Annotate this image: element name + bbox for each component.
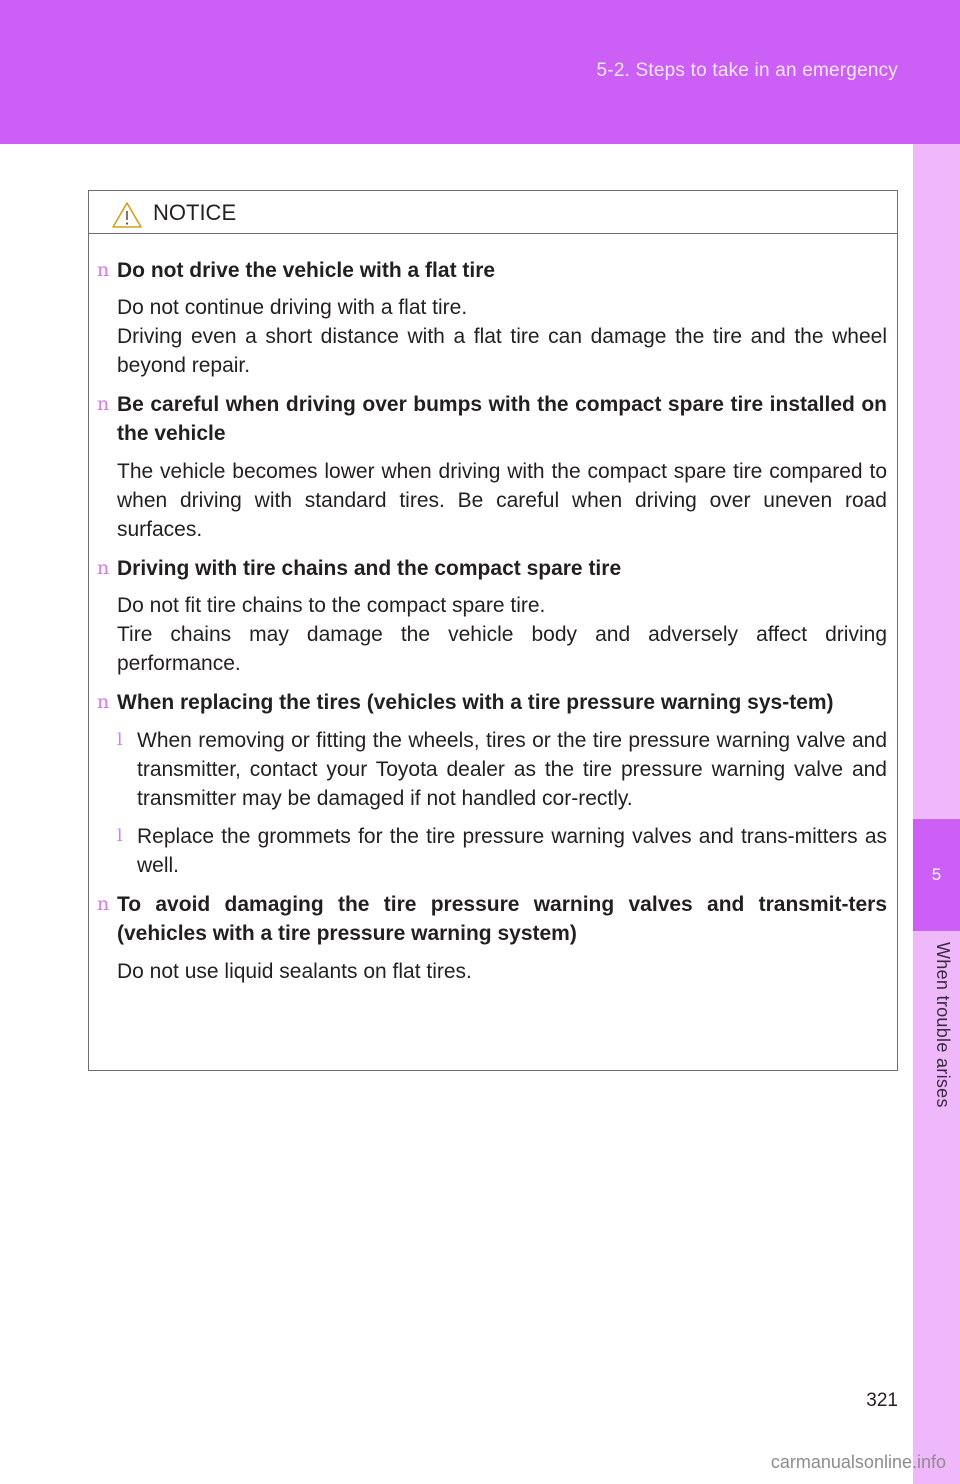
notice-section-bumps [97, 390, 887, 544]
paragraph: The vehicle becomes lower when driving with the compact spare tire compared to when driving with standard tires. Be careful when driving over uneven road surfaces. [117, 460, 887, 541]
section-title: 5-2. Steps to take in an emergency [596, 60, 898, 81]
paragraph: Do not continue driving with a flat tire. [117, 296, 468, 319]
bullet-item: l When removing or fitting the wheels, tires or the tire pressure warning valve and transmitter, contact your Toyota dealer as the tire pressure warning valve and transmitter may be damaged if not handled cor-rectly. [117, 726, 887, 813]
notice-section-flat-tire [97, 256, 887, 380]
bullet-marker: l [117, 730, 123, 750]
section-heading: n To avoid damaging the tire pressure warning valves and transmit-ters (vehicles with a tire pressure warning system) [117, 890, 887, 948]
paragraph: Do not fit tire chains to the compact spare tire. [117, 594, 546, 617]
paragraph: Tire chains may damage the vehicle body and adversely affect driving performance. [117, 623, 887, 675]
section-heading: n When replacing the tires (vehicles with a tire pressure warning sys-tem) [117, 688, 887, 717]
heading-marker: n [97, 691, 110, 713]
heading-marker: n [97, 557, 110, 579]
bullet-marker: l [117, 826, 123, 846]
section-heading: n Driving with tire chains and the compact spare tire [117, 554, 887, 583]
section-heading: n Do not drive the vehicle with a flat tire [117, 256, 887, 285]
side-tab [913, 144, 960, 1484]
paragraph: Do not use liquid sealants on flat tires. [117, 960, 472, 983]
paragraph: Driving even a short distance with a flat tire can damage the tire and the wheel beyond repair. [117, 325, 887, 377]
notice-body [89, 234, 897, 1070]
bullet-item: l Replace the grommets for the tire pressure warning valves and trans-mitters as well. [117, 822, 887, 880]
heading-marker: n [97, 259, 110, 281]
notice-header [89, 191, 897, 234]
heading-marker: n [97, 893, 110, 915]
page-number: 321 [866, 1390, 898, 1411]
notice-section-liquid-sealants [97, 890, 887, 986]
notice-title: NOTICE [153, 200, 237, 225]
section-heading: n Be careful when driving over bumps with the compact spare tire installed on the vehicle [117, 390, 887, 448]
notice-box [88, 190, 898, 1071]
chapter-label: When trouble arises [933, 942, 953, 1108]
heading-marker: n [97, 393, 110, 415]
notice-section-replacing-tires [97, 688, 887, 880]
watermark: carmanualsonline.info [770, 1452, 946, 1472]
warning-triangle-icon [111, 201, 143, 229]
notice-section-tire-chains [97, 554, 887, 678]
chapter-number: 5 [931, 865, 942, 884]
